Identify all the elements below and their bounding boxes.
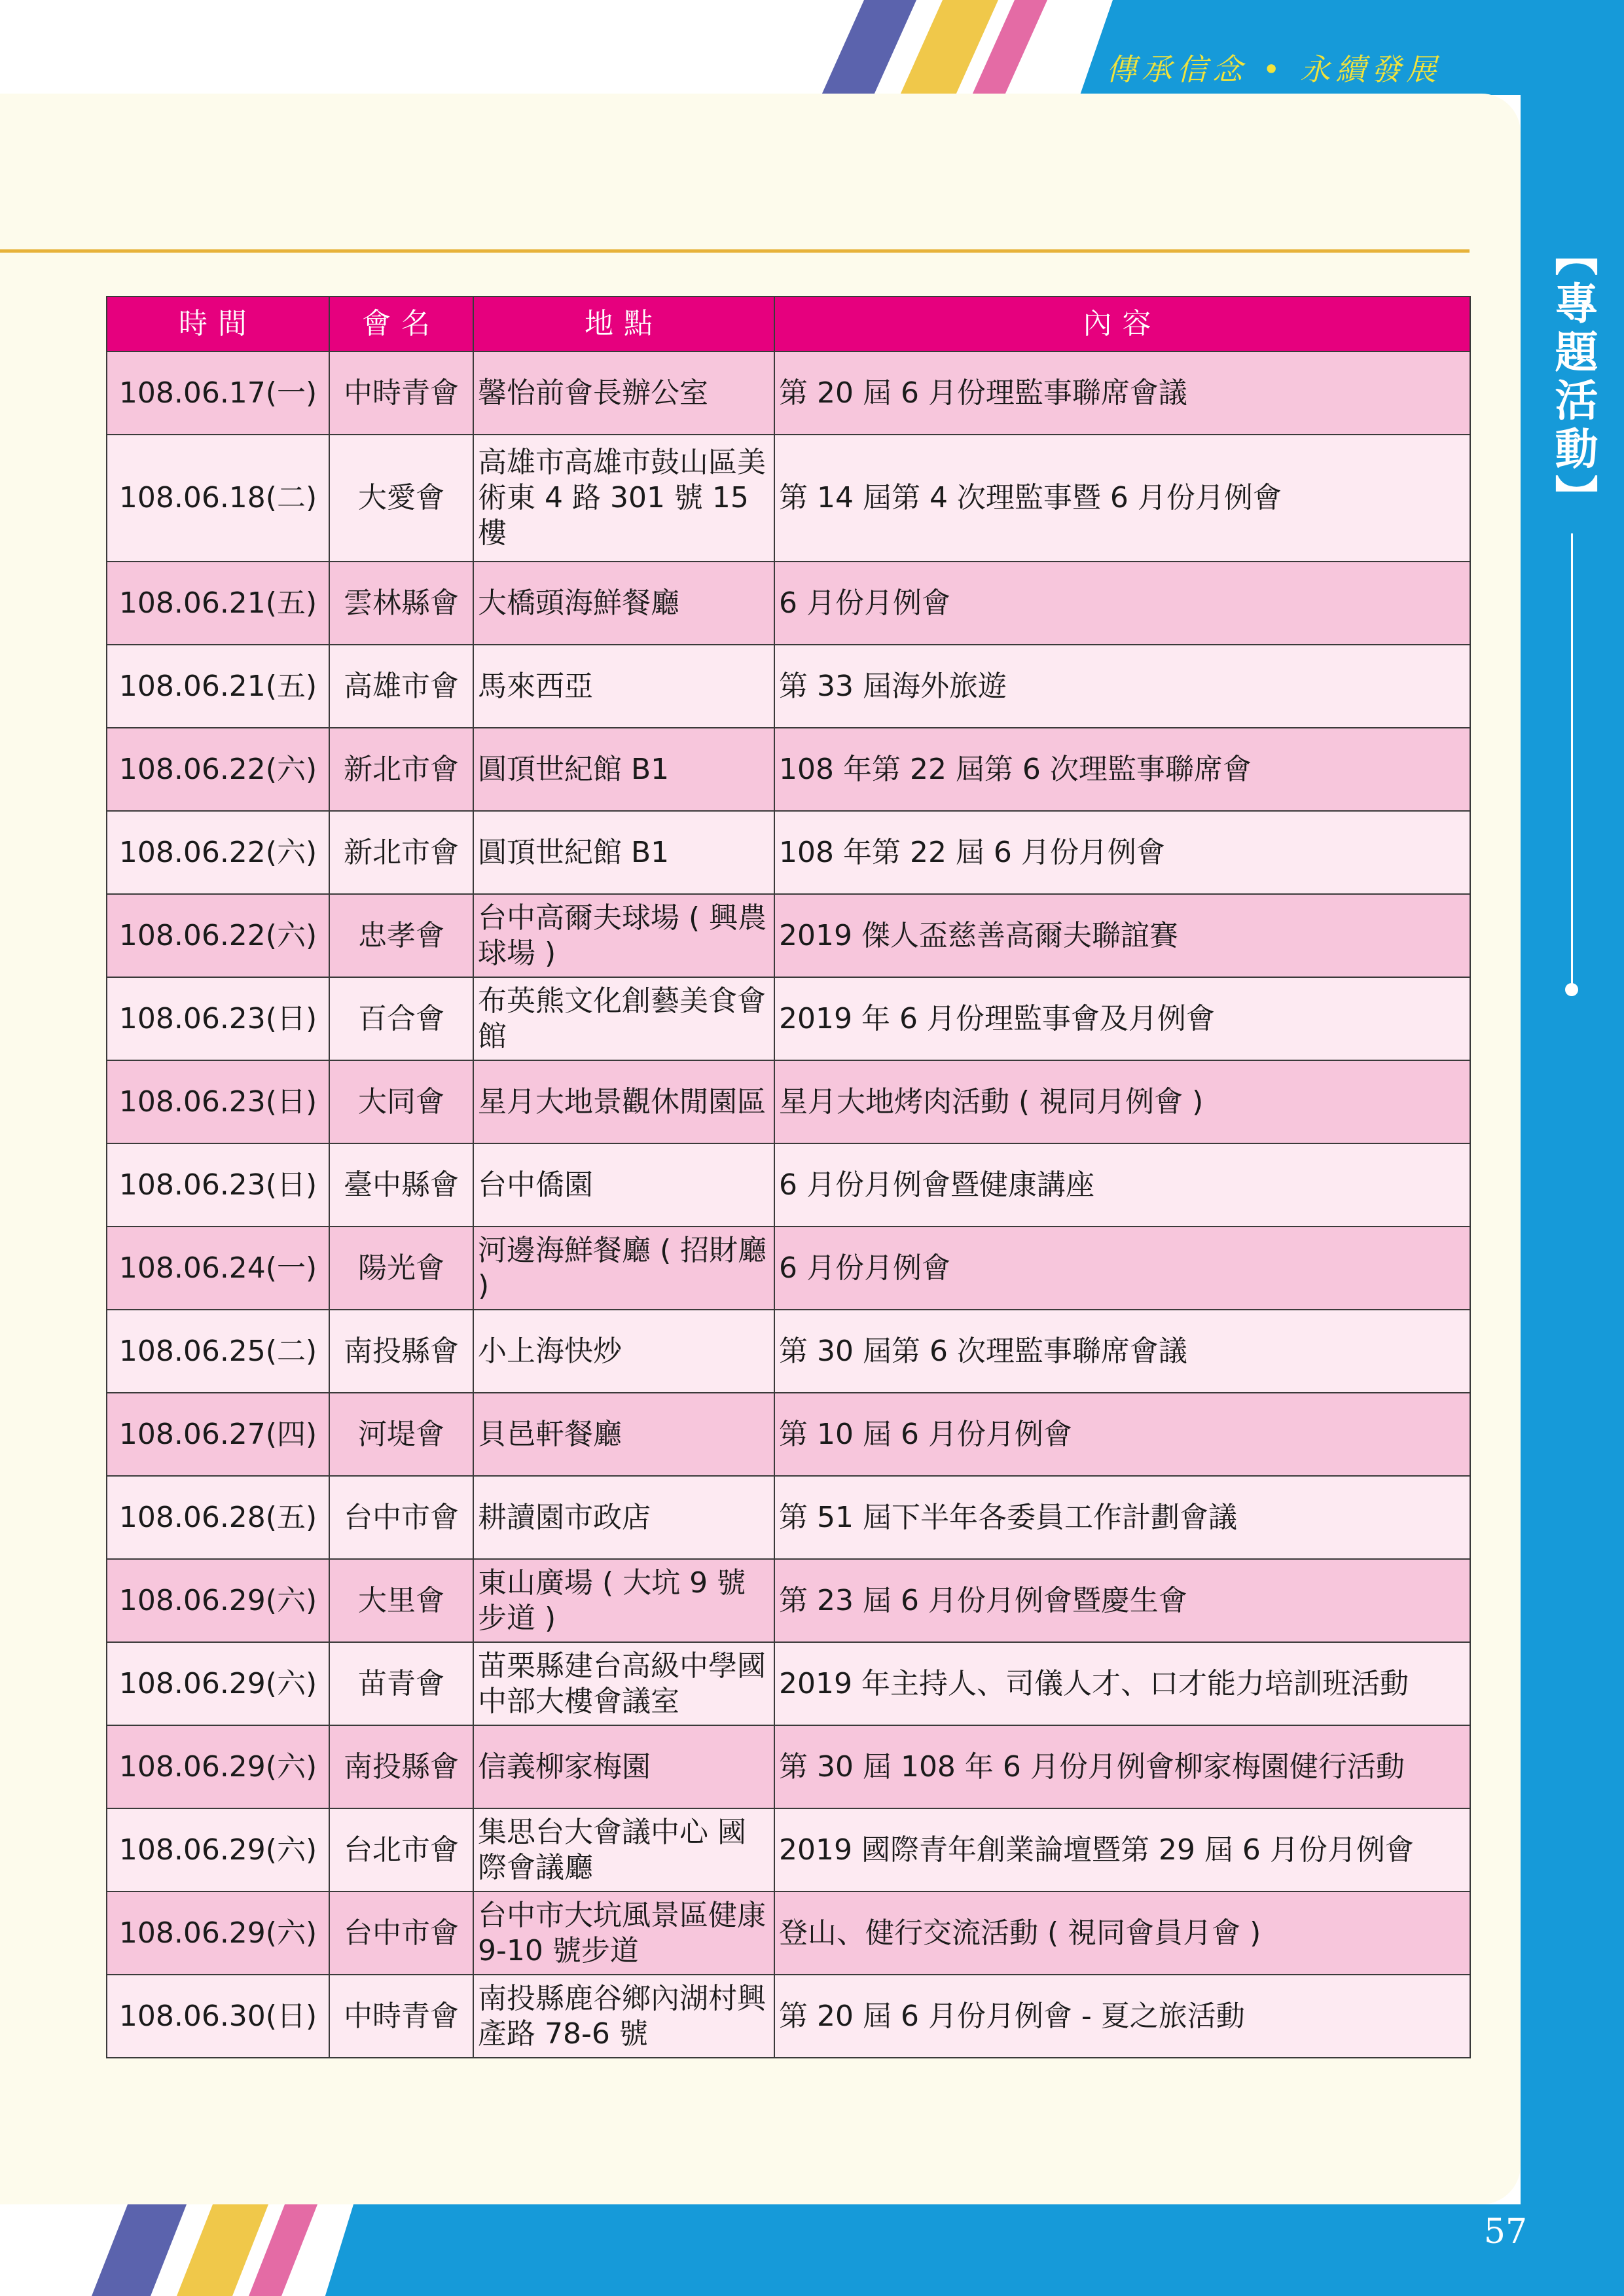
cell-content: 108 年第 22 屆第 6 次理監事聯席會: [774, 728, 1470, 811]
cell-date: 108.06.29(六): [107, 1808, 329, 1892]
cell-club: 南投縣會: [329, 1310, 473, 1393]
cell-club: 百合會: [329, 977, 473, 1060]
cell-content: 6 月份月例會暨健康講座: [774, 1143, 1470, 1227]
cell-date: 108.06.18(二): [107, 435, 329, 562]
cell-place: 圓頂世紀館 B1: [473, 728, 774, 811]
cell-date: 108.06.28(五): [107, 1476, 329, 1559]
table-row: [107, 645, 1470, 728]
footer-stripes: [92, 2204, 367, 2296]
cell-place: 圓頂世紀館 B1: [473, 811, 774, 894]
stripe-purple: [92, 2204, 187, 2296]
cell-date: 108.06.29(六): [107, 1642, 329, 1725]
cell-content: 2019 國際青年創業論壇暨第 29 屆 6 月份月例會: [774, 1808, 1470, 1892]
cell-date: 108.06.29(六): [107, 1559, 329, 1642]
table-row: [107, 351, 1470, 435]
cell-date: 108.06.22(六): [107, 811, 329, 894]
cell-content: 星月大地烤肉活動 ( 視同月例會 ): [774, 1060, 1470, 1143]
table-row: [107, 562, 1470, 645]
cell-content: 第 23 屆 6 月份月例會暨慶生會: [774, 1559, 1470, 1642]
cell-club: 大里會: [329, 1559, 473, 1642]
cell-date: 108.06.29(六): [107, 1725, 329, 1808]
cell-place: 馬來西亞: [473, 645, 774, 728]
cell-place: 台中僑園: [473, 1143, 774, 1227]
cell-club: 中時青會: [329, 351, 473, 435]
side-divider-dot: [1565, 983, 1578, 996]
cell-place: 苗栗縣建台高級中學國中部大樓會議室: [473, 1642, 774, 1725]
cell-content: 108 年第 22 屆 6 月份月例會: [774, 811, 1470, 894]
cell-place: 貝邑軒餐廳: [473, 1393, 774, 1476]
cell-club: 台中市會: [329, 1892, 473, 1975]
cell-club: 大同會: [329, 1060, 473, 1143]
header-club: 會名: [329, 296, 473, 351]
cell-place: 星月大地景觀休閒園區: [473, 1060, 774, 1143]
cell-content: 6 月份月例會: [774, 562, 1470, 645]
cell-place: 布英熊文化創藝美食會館: [473, 977, 774, 1060]
gold-rule: [0, 249, 1470, 253]
cell-content: 第 33 屆海外旅遊: [774, 645, 1470, 728]
cell-content: 第 30 屆 108 年 6 月份月例會柳家梅園健行活動: [774, 1725, 1470, 1808]
header-date: 時間: [107, 296, 329, 351]
cell-content: 2019 年主持人、司儀人才、口才能力培訓班活動: [774, 1642, 1470, 1725]
cell-date: 108.06.21(五): [107, 562, 329, 645]
table-row: [107, 1725, 1470, 1808]
cell-content: 第 10 屆 6 月份月例會: [774, 1393, 1470, 1476]
cell-place: 高雄市高雄市鼓山區美術東 4 路 301 號 15 樓: [473, 435, 774, 562]
cell-club: 苗青會: [329, 1642, 473, 1725]
cell-place: 南投縣鹿谷鄉內湖村興產路 78-6 號: [473, 1975, 774, 2058]
cell-club: 忠孝會: [329, 894, 473, 977]
table-row: [107, 894, 1470, 977]
cell-place: 信義柳家梅園: [473, 1725, 774, 1808]
cell-club: 陽光會: [329, 1227, 473, 1310]
cell-place: 河邊海鮮餐廳 ( 招財廳 ): [473, 1227, 774, 1310]
cell-content: 2019 年 6 月份理監事會及月例會: [774, 977, 1470, 1060]
cell-content: 第 51 屆下半年各委員工作計劃會議: [774, 1476, 1470, 1559]
cell-date: 108.06.30(日): [107, 1975, 329, 2058]
table-row: [107, 1559, 1470, 1642]
table-row: [107, 728, 1470, 811]
cell-club: 中時青會: [329, 1975, 473, 2058]
table-row: [107, 1892, 1470, 1975]
cell-content: 第 30 屆第 6 次理監事聯席會議: [774, 1310, 1470, 1393]
events-table: [106, 296, 1471, 2058]
cell-content: 2019 傑人盃慈善高爾夫聯誼賽: [774, 894, 1470, 977]
cell-club: 南投縣會: [329, 1725, 473, 1808]
cell-club: 新北市會: [329, 811, 473, 894]
table-row: [107, 811, 1470, 894]
header-content: 內容: [774, 296, 1470, 351]
table-row: [107, 1060, 1470, 1143]
cell-place: 台中高爾夫球場 ( 興農球場 ): [473, 894, 774, 977]
cell-place: 大橋頭海鮮餐廳: [473, 562, 774, 645]
cell-content: 6 月份月例會: [774, 1227, 1470, 1310]
cell-club: 台中市會: [329, 1476, 473, 1559]
table-header-row: [107, 296, 1470, 351]
cell-date: 108.06.27(四): [107, 1393, 329, 1476]
cell-club: 台北市會: [329, 1808, 473, 1892]
table-row: [107, 1143, 1470, 1227]
table-row: [107, 1808, 1470, 1892]
cell-content: 第 20 屆 6 月份理監事聯席會議: [774, 351, 1470, 435]
cell-date: 108.06.24(一): [107, 1227, 329, 1310]
cell-place: 集思台大會議中心 國際會議廳: [473, 1808, 774, 1892]
cell-place: 小上海快炒: [473, 1310, 774, 1393]
table-row: [107, 1227, 1470, 1310]
cell-date: 108.06.22(六): [107, 894, 329, 977]
cell-content: 登山、健行交流活動 ( 視同會員月會 ): [774, 1892, 1470, 1975]
cell-club: 高雄市會: [329, 645, 473, 728]
cell-place: 馨怡前會長辦公室: [473, 351, 774, 435]
cell-content: 第 14 屆第 4 次理監事暨 6 月份月例會: [774, 435, 1470, 562]
cell-date: 108.06.23(日): [107, 1060, 329, 1143]
table-row: [107, 1310, 1470, 1393]
cell-club: 臺中縣會: [329, 1143, 473, 1227]
cell-date: 108.06.29(六): [107, 1892, 329, 1975]
table-row: [107, 1975, 1470, 2058]
header-motto: 傳承信念 • 永續發展: [1106, 52, 1442, 87]
table-row: [107, 435, 1470, 562]
cell-club: 新北市會: [329, 728, 473, 811]
cell-date: 108.06.17(一): [107, 351, 329, 435]
section-title: 【專題活動】: [1547, 232, 1598, 523]
cell-club: 河堤會: [329, 1393, 473, 1476]
table-row: [107, 1393, 1470, 1476]
page-number: 57: [1483, 2212, 1528, 2251]
cell-date: 108.06.25(二): [107, 1310, 329, 1393]
cell-date: 108.06.23(日): [107, 977, 329, 1060]
cell-place: 耕讀園市政店: [473, 1476, 774, 1559]
table-row: [107, 1476, 1470, 1559]
cell-place: 台中市大坑風景區健康 9-10 號步道: [473, 1892, 774, 1975]
table-row: [107, 1642, 1470, 1725]
cell-date: 108.06.23(日): [107, 1143, 329, 1227]
cell-club: 雲林縣會: [329, 562, 473, 645]
cell-date: 108.06.21(五): [107, 645, 329, 728]
cell-club: 大愛會: [329, 435, 473, 562]
cell-place: 東山廣場 ( 大坑 9 號步道 ): [473, 1559, 774, 1642]
table-row: [107, 977, 1470, 1060]
header-place: 地點: [473, 296, 774, 351]
side-divider-line: [1571, 533, 1573, 992]
stripe-purple: [821, 0, 916, 95]
cell-content: 第 20 屆 6 月份月例會 - 夏之旅活動: [774, 1975, 1470, 2058]
cell-date: 108.06.22(六): [107, 728, 329, 811]
